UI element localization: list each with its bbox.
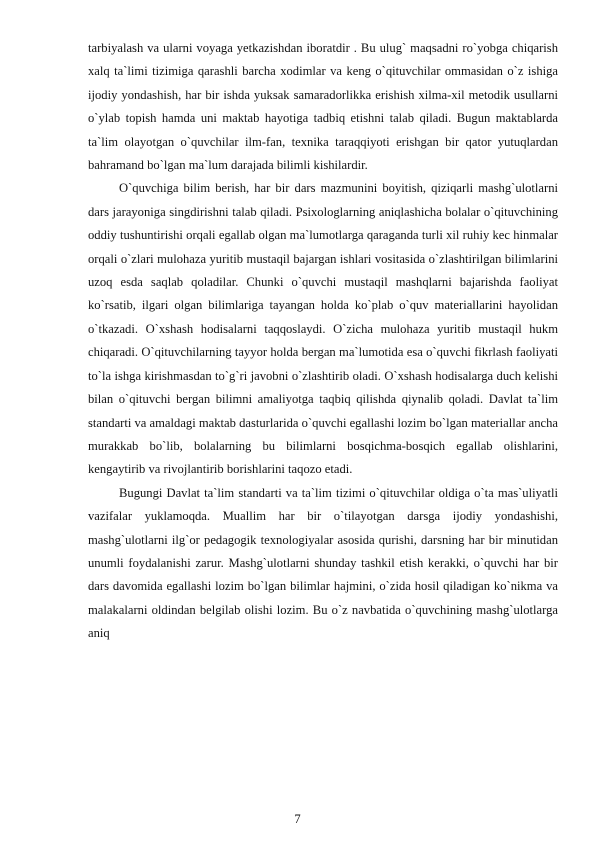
paragraph-2: O`quvchiga bilim berish, har bir dars mazmunini boyitish, qiziqarli mashg`ulotlarni dars jarayoniga singdirishni talab qiladi. Psixologlarning aniqlashicha bolalar o`qituvchining oddiy tushuntirishi orqali egallab olgan ma`lumotlarga qaraganda turli xil ruhiy kec hinmalar orqali o`zlari mulohaza yuritib mustaqil bajargan ishlari vositasida o`zlashtirilgan bilimlarini uzoq esda saqlab qoladilar. Chunki o`quvchi mustaqil mashqlarni bajarishda faoliyat ko`rsatib, ilgari olgan bilimlariga tayangan holda ko`plab o`quv materiallarini hayolidan o`tkazadi. O`xshash hodisalarni taqqoslaydi. O`zicha mulohaza yuritib mustaqil hukm chiqaradi. O`qituvchilarning tayyor holda bergan ma`lumotida esa o`quvchi fikrlash faoliyati to`la ishga kirishmasdan to`g`ri javobni o`zlashtirib oladi. O`xshash hodisalarga duch kelishi bilan o`qituvchi bergan bilimni amaliyotga taqbiq qilishda qiynalib qoladi. Davlat ta`lim standarti va amaldagi maktab dasturlarida o`quvchi egallashi lozim bo`lgan materiallar ancha murakkab bo`lib, bolalarning bu bilimlarni bosqichma-bosqich egallab olishlarini, kengaytirib va rivojlantirib borishlarini taqozo etadi. xyxy=(88,181,558,477)
paragraph-3: Bugungi Davlat ta`lim standarti va ta`lim tizimi o`qituvchilar oldiga o`ta mas`uliyatli vazifalar yuklamoqda. Muallim har bir o`tilayotgan darsga ijodiy yondashishi, mashg`ulotlarni ilg`or pedagogik texnologiyalar asosida qurishi, darsning har bir minutidan unumli foydalanishi zarur. Mashg`ulotlarni shunday tashkil etish kerakki, o`quvchi har bir dars davomida egallashi lozim bo`lgan bilimlar hajmini, o`zida hosil qiladigan ko`nikma va malakalarni oldindan belgilab olishi lozim. Bu o`z navbatida o`quvchining mashg`ulotlarga aniq xyxy=(88,485,558,641)
page-number: 7 xyxy=(294,812,301,826)
paragraph-continuation: tarbiyalash va ularni voyaga yetkazishdan iboratdir . Bu ulug` maqsadni ro`yobga chiqarish xalq ta`limi tizimiga qarashli barcha xodimlar va keng o`qituvchilar ommasidan o`z ishiga ijodiy yondashish, har bir ishda yuksak samaradorlikka erishish xilma-xil metodik usullarni o`ylab topish hamda uni maktab hayotiga tadbiq etishni talab qiladi. Bugun maktablarda ta`lim olayotgan o`quvchilar ilm-fan, texnika taraqqiyoti erishgan bir qator yutuqlardan bahramand bo`lgan ma`lum darajada bilimli kishilardir. xyxy=(88,41,558,173)
body-text xyxy=(88,37,558,646)
